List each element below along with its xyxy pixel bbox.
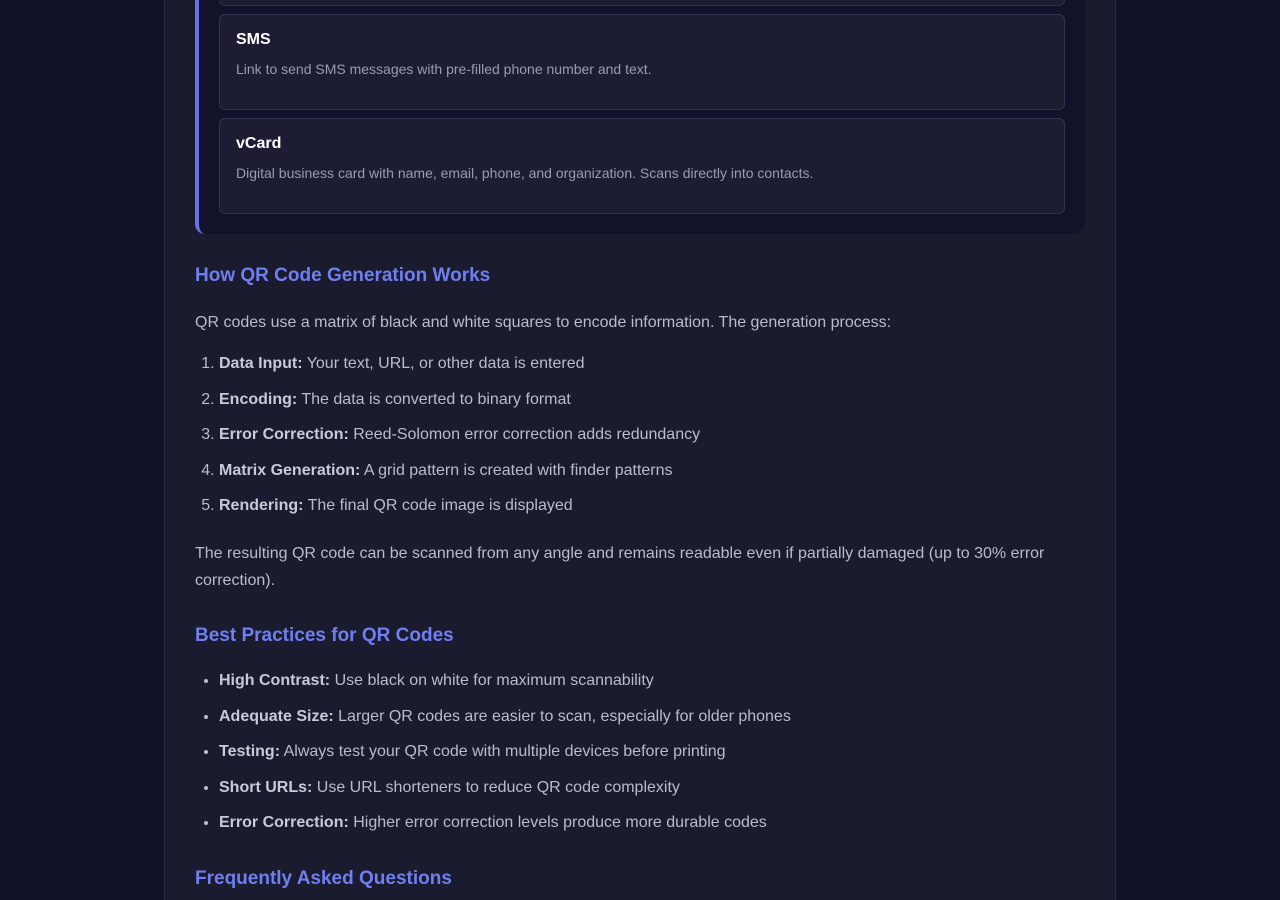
practice-text: Larger QR codes are easier to scan, especially for older phones <box>338 707 791 725</box>
step-term: Rendering: <box>219 497 304 515</box>
how-it-works-outro: The resulting QR code can be scanned from any angle and remains readable even if partially damaged (up to 30% error correction). <box>195 545 1045 589</box>
qr-type-description: Digital business card with name, email, phone, and organization. Scans directly into contacts. <box>236 165 814 181</box>
step-term: Error Correction: <box>219 426 349 444</box>
best-practices-heading: Best Practices for QR Codes <box>195 625 454 646</box>
qr-type-card <box>219 0 1065 6</box>
qr-type-title: vCard <box>236 135 282 152</box>
practice-text: Higher error correction levels produce more durable codes <box>353 814 767 832</box>
practice-term: Testing: <box>219 743 281 761</box>
step-text: The data is converted to binary format <box>301 390 571 408</box>
best-practices-list <box>195 671 791 849</box>
practice-term: Adequate Size: <box>219 707 334 725</box>
step-text: A grid pattern is created with finder patterns <box>363 461 673 479</box>
step-text: Your text, URL, or other data is entered <box>306 355 585 372</box>
list-item <box>219 461 700 497</box>
how-it-works-heading: How QR Code Generation Works <box>195 265 491 286</box>
how-it-works-intro: QR codes use a matrix of black and white squares to encode information. The generation process: <box>195 314 892 331</box>
step-text: Reed-Solomon error correction adds redundancy <box>353 426 701 444</box>
generation-steps-list <box>195 354 700 532</box>
qr-types-panel <box>195 0 1085 234</box>
list-item <box>219 813 791 849</box>
step-term: Encoding: <box>219 390 298 408</box>
list-item <box>219 354 700 390</box>
practice-term: Error Correction: <box>219 814 349 832</box>
practice-text: Use URL shorteners to reduce QR code complexity <box>316 778 680 796</box>
qr-type-description: Link to send SMS messages with pre-filled phone number and text. <box>236 61 652 77</box>
list-item <box>219 671 791 707</box>
step-term: Data Input: <box>219 355 303 372</box>
faq-heading: Frequently Asked Questions <box>195 868 452 889</box>
content-page <box>164 0 1116 900</box>
step-term: Matrix Generation: <box>219 461 361 479</box>
practice-term: Short URLs: <box>219 778 313 796</box>
practice-text: Always test your QR code with multiple devices before printing <box>283 743 726 761</box>
list-item <box>219 742 791 778</box>
list-item <box>219 496 700 532</box>
practice-text: Use black on white for maximum scannability <box>334 672 654 689</box>
step-text: The final QR code image is displayed <box>307 497 573 515</box>
practice-term: High Contrast: <box>219 672 331 689</box>
qr-type-card-sms <box>219 14 1065 110</box>
qr-type-card-vcard <box>219 118 1065 214</box>
list-item <box>219 778 791 814</box>
list-item <box>219 707 791 743</box>
list-item <box>219 425 700 461</box>
qr-type-title: SMS <box>236 31 271 48</box>
list-item <box>219 390 700 426</box>
